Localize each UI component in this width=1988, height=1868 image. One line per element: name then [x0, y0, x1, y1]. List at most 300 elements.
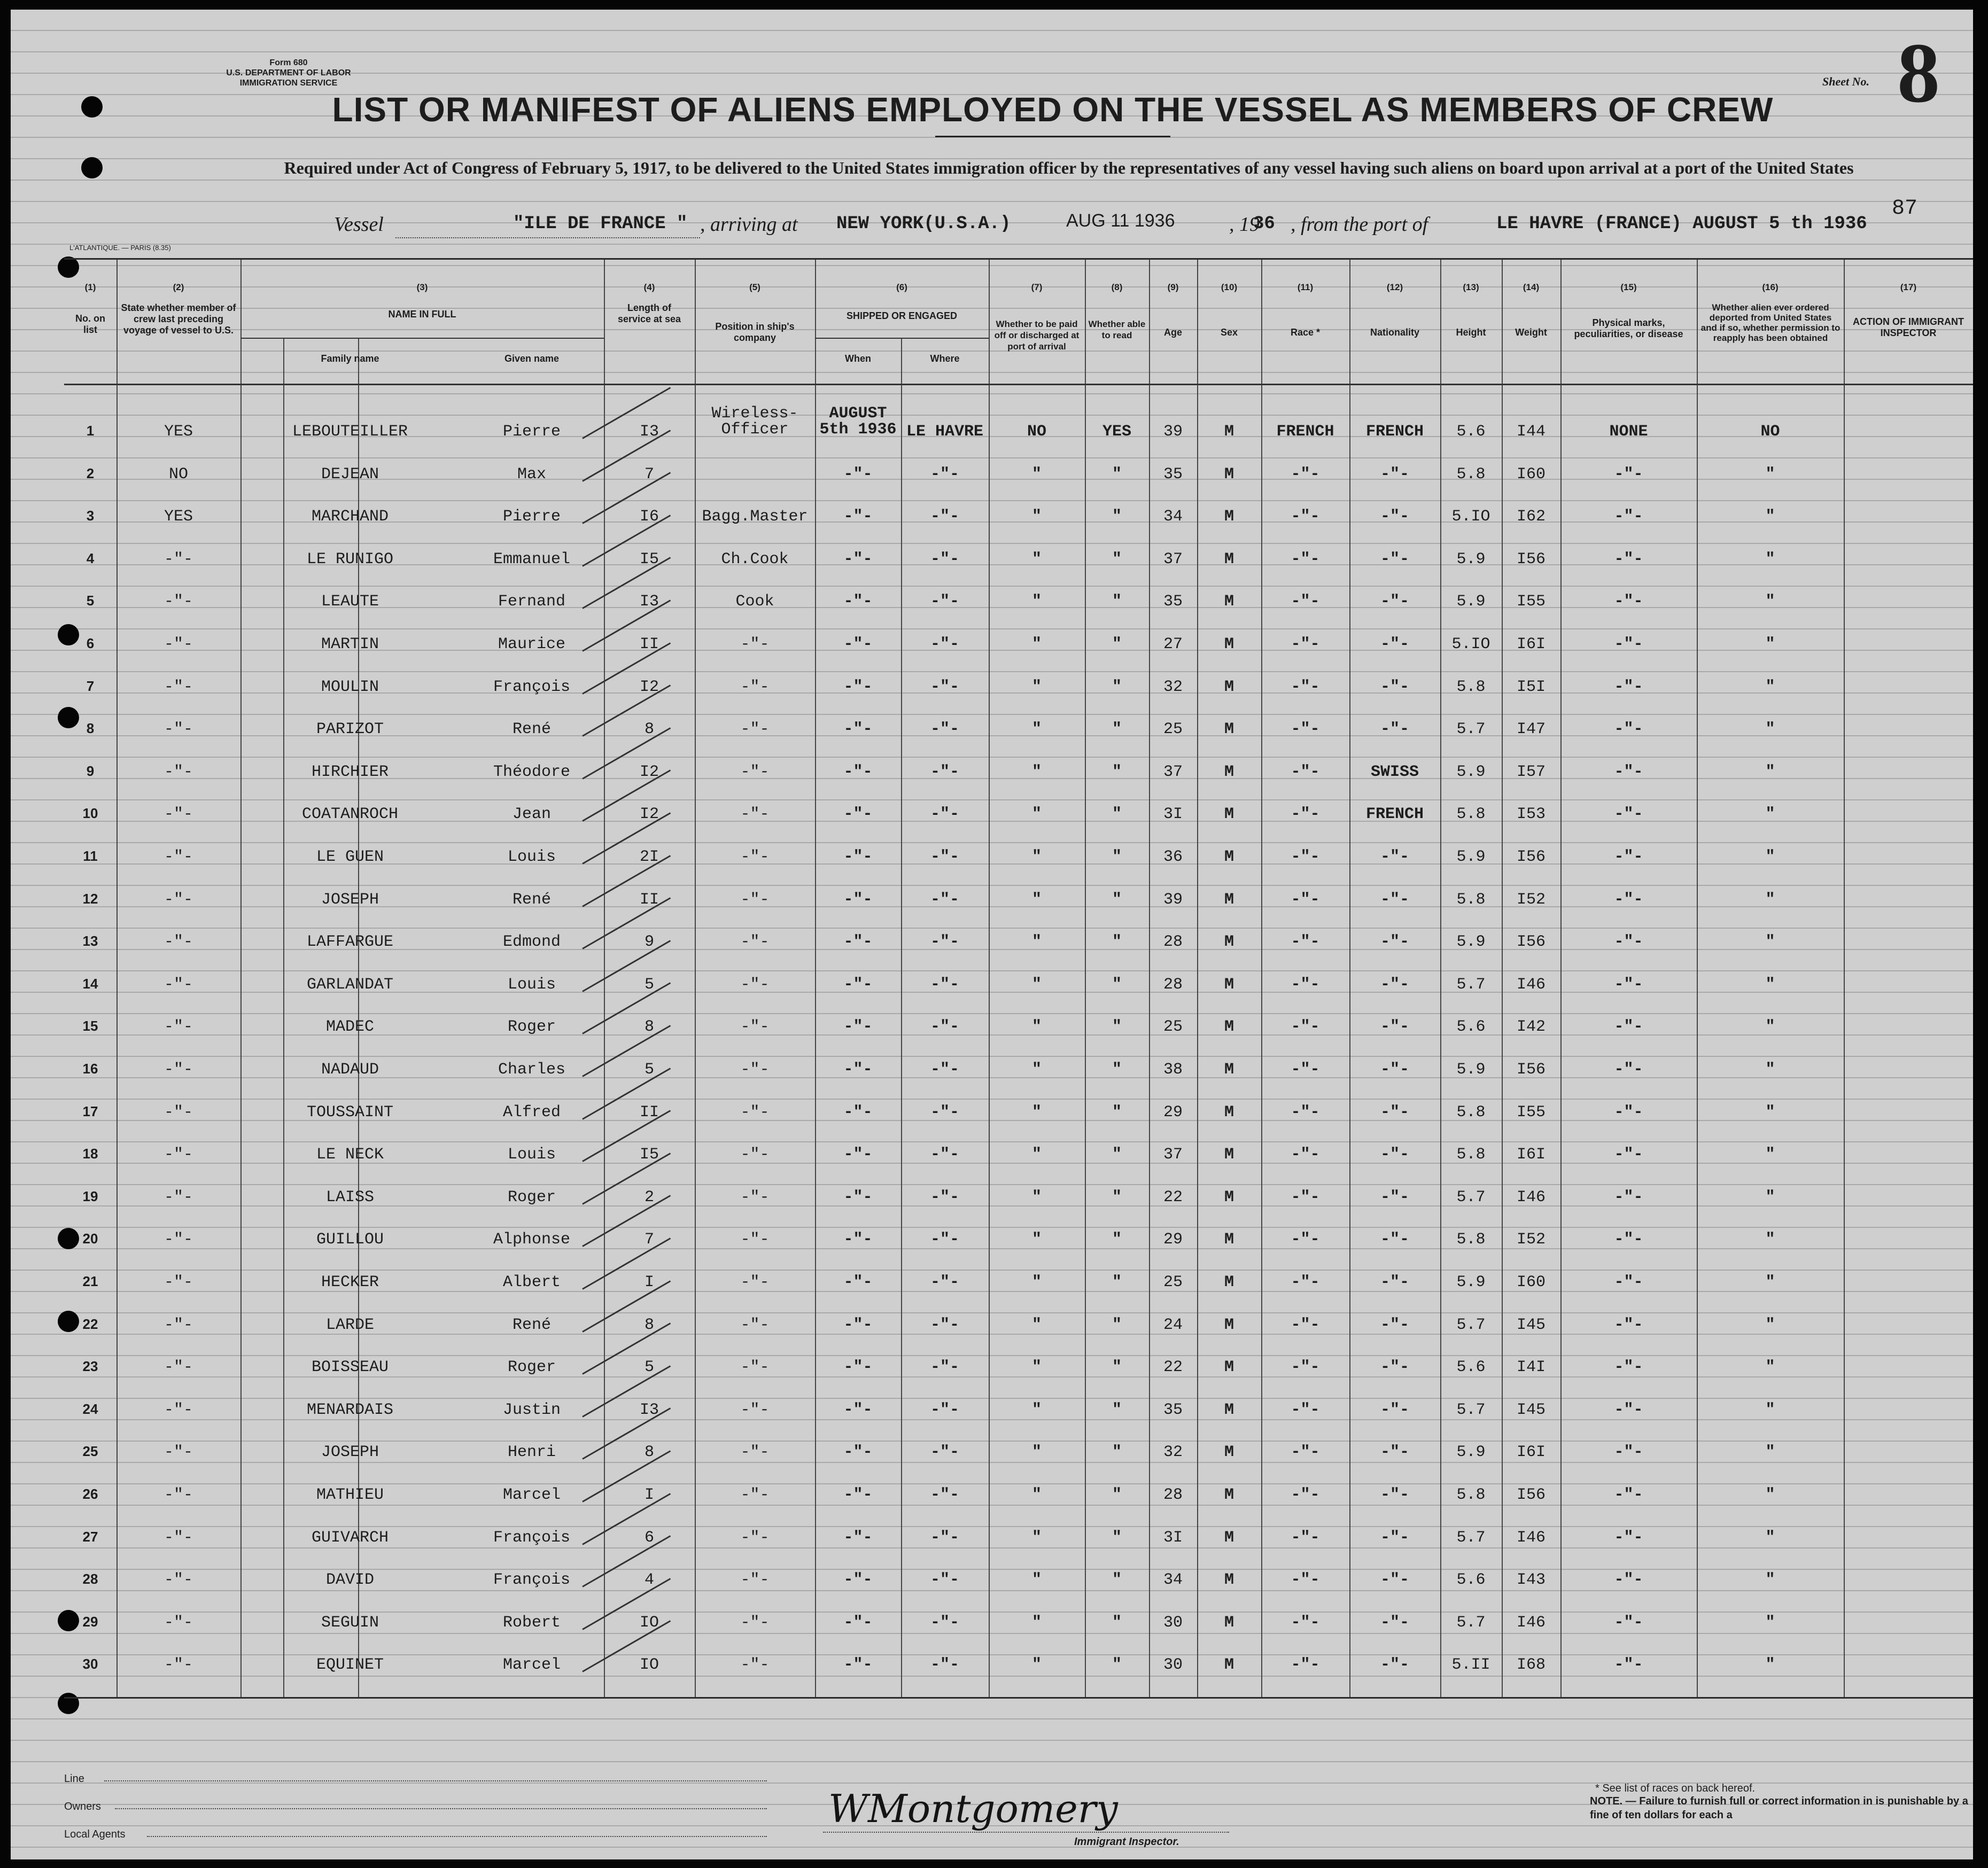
- position: -"-: [740, 805, 770, 824]
- service-length: 2: [644, 1188, 654, 1207]
- nationality: -"-: [1380, 1613, 1409, 1632]
- shipped-when: AUGUST 5th 1936: [819, 404, 897, 439]
- given-name: François: [493, 1528, 571, 1547]
- service-length: I2: [639, 805, 659, 824]
- shipped-when: -"-: [843, 1443, 873, 1462]
- physical-marks: -"-: [1614, 890, 1643, 909]
- owners-underline: [115, 1807, 767, 1809]
- deported: ": [1765, 890, 1775, 909]
- shipped-when: -"-: [843, 762, 873, 781]
- age: 35: [1163, 1400, 1183, 1419]
- height: 5.6: [1456, 1571, 1486, 1590]
- sex: M: [1224, 1061, 1234, 1079]
- weight: I47: [1516, 720, 1546, 739]
- crew-last-voyage: -"-: [164, 848, 193, 866]
- service-length: 8: [644, 1018, 654, 1037]
- race: -"-: [1291, 848, 1320, 866]
- paid-off: ": [1031, 890, 1042, 909]
- crew-last-voyage: -"-: [164, 593, 193, 611]
- service-length: 4: [644, 1571, 654, 1590]
- paid-off: ": [1031, 1273, 1042, 1291]
- service-length: I5: [639, 1146, 659, 1164]
- paid-off: ": [1031, 465, 1042, 484]
- shipped-when: -"-: [843, 508, 873, 526]
- crew-last-voyage: -"-: [164, 1316, 193, 1334]
- position: -"-: [740, 1613, 770, 1632]
- race: -"-: [1291, 1486, 1320, 1504]
- paid-off: ": [1031, 1400, 1042, 1419]
- service-length: 8: [644, 720, 654, 739]
- shipped-when: -"-: [843, 933, 873, 952]
- row-number: 2: [86, 465, 95, 481]
- age: 22: [1163, 1188, 1183, 1207]
- crew-last-voyage: -"-: [164, 720, 193, 739]
- position: -"-: [740, 1231, 770, 1249]
- height: 5.6: [1456, 1358, 1486, 1377]
- age: 28: [1163, 975, 1183, 994]
- row-number: 19: [82, 1188, 98, 1204]
- deported: ": [1765, 805, 1775, 824]
- physical-marks: -"-: [1614, 933, 1643, 952]
- deported: ": [1765, 635, 1775, 653]
- race-note: * See list of races on back hereof.: [1595, 1783, 1756, 1794]
- shipped-when: -"-: [843, 550, 873, 569]
- shipped-where: -"-: [930, 465, 959, 484]
- nationality: -"-: [1380, 1188, 1409, 1207]
- able-to-read: ": [1112, 1231, 1122, 1249]
- header-crew-last-voyage: State whether member of crew last preceding voyage of vessel to U.S.: [121, 302, 236, 336]
- service-length: IO: [639, 1656, 659, 1675]
- height: 5.7: [1456, 720, 1486, 739]
- position: -"-: [740, 1443, 770, 1462]
- family-name: MOULIN: [321, 678, 379, 696]
- position: -"-: [740, 1528, 770, 1547]
- position: -"-: [740, 1316, 770, 1334]
- race: -"-: [1291, 593, 1320, 611]
- header-where: Where: [930, 353, 960, 364]
- deported: ": [1765, 1613, 1775, 1632]
- service-length: 2I: [639, 848, 659, 866]
- shipped-when: -"-: [843, 1188, 873, 1207]
- shipped-when: -"-: [843, 975, 873, 994]
- race: -"-: [1291, 1443, 1320, 1462]
- age: 25: [1163, 1018, 1183, 1037]
- header-when: When: [845, 353, 871, 364]
- able-to-read: ": [1112, 1443, 1122, 1462]
- deported: ": [1765, 1146, 1775, 1164]
- shipped-when: -"-: [843, 1146, 873, 1164]
- paid-off: ": [1031, 720, 1042, 739]
- service-length: II: [639, 1103, 659, 1122]
- row-number: 6: [86, 635, 95, 651]
- weight: I46: [1516, 1188, 1546, 1207]
- weight: I68: [1516, 1656, 1546, 1675]
- weight: I56: [1516, 933, 1546, 952]
- given-name: Justin: [502, 1400, 561, 1419]
- able-to-read: ": [1112, 678, 1122, 696]
- service-length: II: [639, 635, 659, 653]
- sex: M: [1224, 848, 1234, 866]
- shipped-when: -"-: [843, 1528, 873, 1547]
- family-name: GARLANDAT: [306, 975, 394, 994]
- shipped-when: -"-: [843, 1486, 873, 1504]
- paid-off: ": [1031, 1443, 1042, 1462]
- crew-last-voyage: -"-: [164, 635, 193, 653]
- title-rule: [935, 136, 1170, 137]
- family-name: MATHIEU: [316, 1486, 384, 1504]
- sex: M: [1224, 1316, 1234, 1334]
- header-able-to-read: Whether able to read: [1088, 319, 1146, 340]
- crew-last-voyage: -"-: [164, 1358, 193, 1377]
- crew-last-voyage: -"-: [164, 1656, 193, 1675]
- height: 5.7: [1456, 1316, 1486, 1334]
- age: 22: [1163, 1358, 1183, 1377]
- weight: I42: [1516, 1018, 1546, 1037]
- row-number: 11: [83, 848, 98, 864]
- shipped-where: -"-: [930, 1443, 959, 1462]
- row-number: 8: [86, 720, 95, 737]
- deported: ": [1765, 720, 1775, 739]
- deported: ": [1765, 1656, 1775, 1675]
- sex: M: [1224, 933, 1234, 952]
- from-port: LE HAVRE (FRANCE) AUGUST 5 th 1936: [1496, 214, 1867, 234]
- able-to-read: ": [1112, 848, 1122, 866]
- family-name: LAFFARGUE: [306, 933, 394, 952]
- nationality: -"-: [1380, 890, 1409, 909]
- position: -"-: [740, 720, 770, 739]
- weight: I44: [1516, 423, 1546, 441]
- physical-marks: -"-: [1614, 678, 1643, 696]
- physical-marks: -"-: [1614, 720, 1643, 739]
- deported: ": [1765, 678, 1775, 696]
- height: 5.8: [1456, 1486, 1486, 1504]
- service-length: 5: [644, 1358, 654, 1377]
- row-number: 30: [82, 1656, 98, 1672]
- header-age: Age: [1163, 327, 1182, 338]
- family-name: NADAUD: [321, 1061, 379, 1079]
- given-name: Pierre: [502, 423, 561, 441]
- race: -"-: [1291, 1188, 1320, 1207]
- paid-off: ": [1031, 1231, 1042, 1249]
- paid-off: ": [1031, 550, 1042, 569]
- header-rule: [64, 384, 1973, 385]
- weight: I6I: [1516, 635, 1546, 653]
- able-to-read: ": [1112, 1656, 1122, 1675]
- able-to-read: ": [1112, 890, 1122, 909]
- agents-underline: [147, 1835, 767, 1837]
- physical-marks: -"-: [1614, 1486, 1643, 1504]
- sex: M: [1224, 1103, 1234, 1122]
- nationality: -"-: [1380, 1316, 1409, 1334]
- race: -"-: [1291, 1061, 1320, 1079]
- deported: ": [1765, 1400, 1775, 1419]
- crew-last-voyage: -"-: [164, 1613, 193, 1632]
- race: -"-: [1291, 1146, 1320, 1164]
- paid-off: ": [1031, 848, 1042, 866]
- shipped-when: -"-: [843, 1018, 873, 1037]
- weight: I46: [1516, 975, 1546, 994]
- service-length: I: [644, 1273, 654, 1291]
- race: -"-: [1291, 975, 1320, 994]
- crew-last-voyage: -"-: [164, 1400, 193, 1419]
- given-name: Edmond: [502, 933, 561, 952]
- able-to-read: ": [1112, 1188, 1122, 1207]
- able-to-read: ": [1112, 720, 1122, 739]
- department-name: U.S. DEPARTMENT OF LABOR: [226, 68, 351, 77]
- colnum-5: (5): [749, 282, 760, 292]
- header-weight: Weight: [1515, 327, 1547, 338]
- row-number: 21: [82, 1273, 98, 1289]
- row-number: 16: [82, 1061, 98, 1077]
- height: 5.7: [1456, 1613, 1486, 1632]
- header-rule: [815, 338, 989, 339]
- sex: M: [1224, 550, 1234, 569]
- family-name: LEBOUTEILLER: [292, 423, 408, 441]
- family-name: HECKER: [321, 1273, 379, 1291]
- race: -"-: [1291, 1656, 1320, 1675]
- nationality: -"-: [1380, 848, 1409, 866]
- able-to-read: ": [1112, 635, 1122, 653]
- shipped-where: -"-: [930, 1316, 959, 1334]
- physical-marks: -"-: [1614, 1443, 1643, 1462]
- page-number: 87: [1892, 197, 1918, 221]
- able-to-read: ": [1112, 1400, 1122, 1419]
- race: -"-: [1291, 1613, 1320, 1632]
- given-name: René: [512, 890, 551, 909]
- age: 34: [1163, 508, 1183, 526]
- physical-marks: -"-: [1614, 508, 1643, 526]
- row-number: 18: [82, 1146, 98, 1162]
- given-name: François: [493, 1571, 571, 1590]
- shipped-where: -"-: [930, 720, 959, 739]
- row-number: 20: [82, 1231, 98, 1247]
- punch-hole-top-1: [81, 96, 103, 118]
- position: -"-: [740, 1400, 770, 1419]
- nationality: -"-: [1380, 1146, 1409, 1164]
- paid-off: ": [1031, 1571, 1042, 1590]
- shipped-where: -"-: [930, 1486, 959, 1504]
- shipped-where: -"-: [930, 678, 959, 696]
- height: 5.8: [1456, 890, 1486, 909]
- nationality: -"-: [1380, 933, 1409, 952]
- printer-imprint: L'ATLANTIQUE. — PARIS (8.35): [69, 244, 171, 252]
- able-to-read: ": [1112, 1018, 1122, 1037]
- service-length: IO: [639, 1613, 659, 1632]
- row-number: 3: [86, 508, 95, 524]
- sex: M: [1224, 720, 1234, 739]
- deported: ": [1765, 465, 1775, 484]
- age: 36: [1163, 848, 1183, 866]
- crew-table: [64, 258, 1973, 1699]
- age: 39: [1163, 890, 1183, 909]
- age: 29: [1163, 1103, 1183, 1122]
- nationality: -"-: [1380, 975, 1409, 994]
- signature-underline: [823, 1831, 1229, 1833]
- nationality: -"-: [1380, 1443, 1409, 1462]
- weight: I6I: [1516, 1146, 1546, 1164]
- weight: I52: [1516, 1231, 1546, 1249]
- position: -"-: [740, 890, 770, 909]
- crew-last-voyage: -"-: [164, 933, 193, 952]
- crew-last-voyage: -"-: [164, 1061, 193, 1079]
- position: Wireless- Officer: [711, 404, 798, 439]
- deported: ": [1765, 508, 1775, 526]
- paid-off: ": [1031, 805, 1042, 824]
- shipped-where: -"-: [930, 1061, 959, 1079]
- crew-last-voyage: -"-: [164, 1571, 193, 1590]
- shipped-when: -"-: [843, 890, 873, 909]
- physical-marks: -"-: [1614, 550, 1643, 569]
- year-prefix: , 19: [1229, 213, 1260, 236]
- shipped-when: -"-: [843, 465, 873, 484]
- given-name: Louis: [507, 1146, 556, 1164]
- nationality: FRENCH: [1365, 805, 1424, 824]
- nationality: -"-: [1380, 508, 1409, 526]
- sex: M: [1224, 1528, 1234, 1547]
- race: -"-: [1291, 720, 1320, 739]
- header-shipped-engaged: SHIPPED OR ENGAGED: [846, 310, 958, 321]
- service-length: I: [644, 1486, 654, 1504]
- age: 32: [1163, 678, 1183, 696]
- service-length: I5: [639, 550, 659, 569]
- race: -"-: [1291, 933, 1320, 952]
- given-name: Roger: [507, 1188, 556, 1207]
- nationality: -"-: [1380, 593, 1409, 611]
- paid-off: ": [1031, 1188, 1042, 1207]
- crew-last-voyage: -"-: [164, 890, 193, 909]
- crew-last-voyage: YES: [164, 508, 193, 526]
- family-name: TOUSSAINT: [306, 1103, 394, 1122]
- given-name: Alfred: [502, 1103, 561, 1122]
- physical-marks: -"-: [1614, 1613, 1643, 1632]
- row-number: 27: [82, 1528, 98, 1545]
- physical-marks: -"-: [1614, 465, 1643, 484]
- shipped-where: LE HAVRE: [906, 423, 984, 441]
- physical-marks: NONE: [1609, 423, 1648, 441]
- deported: ": [1765, 1571, 1775, 1590]
- colnum-15: (15): [1620, 282, 1637, 292]
- sex: M: [1224, 1486, 1234, 1504]
- service-length: I3: [639, 593, 659, 611]
- shipped-when: -"-: [843, 1231, 873, 1249]
- form-block: [171, 58, 406, 88]
- position: -"-: [740, 635, 770, 653]
- family-name: MENARDAIS: [306, 1400, 394, 1419]
- family-name: EQUINET: [316, 1656, 384, 1675]
- weight: I52: [1516, 890, 1546, 909]
- nationality: -"-: [1380, 1571, 1409, 1590]
- paid-off: ": [1031, 1103, 1042, 1122]
- physical-marks: -"-: [1614, 762, 1643, 781]
- service-length: 8: [644, 1443, 654, 1462]
- height: 5.9: [1456, 1061, 1486, 1079]
- form-number: Form 680: [269, 58, 308, 67]
- sex: M: [1224, 1018, 1234, 1037]
- physical-marks: -"-: [1614, 1316, 1643, 1334]
- shipped-where: -"-: [930, 1273, 959, 1291]
- shipped-where: -"-: [930, 1103, 959, 1122]
- age: 25: [1163, 1273, 1183, 1291]
- deported: ": [1765, 550, 1775, 569]
- sex: M: [1224, 1146, 1234, 1164]
- family-name: LE RUNIGO: [306, 550, 394, 569]
- family-name: MARTIN: [321, 635, 379, 653]
- height: 5.8: [1456, 1146, 1486, 1164]
- paid-off: ": [1031, 593, 1042, 611]
- physical-marks: -"-: [1614, 805, 1643, 824]
- colnum-11: (11): [1297, 282, 1314, 292]
- header-no-on-list: No. on list: [75, 313, 105, 335]
- nationality: -"-: [1380, 1400, 1409, 1419]
- given-name: Emmanuel: [493, 550, 571, 569]
- able-to-read: ": [1112, 465, 1122, 484]
- position: -"-: [740, 762, 770, 781]
- colnum-6: (6): [896, 282, 907, 292]
- able-to-read: ": [1112, 550, 1122, 569]
- paid-off: ": [1031, 1613, 1042, 1632]
- crew-last-voyage: -"-: [164, 975, 193, 994]
- shipped-where: -"-: [930, 1231, 959, 1249]
- height: 5.7: [1456, 1188, 1486, 1207]
- nationality: -"-: [1380, 1273, 1409, 1291]
- weight: I46: [1516, 1528, 1546, 1547]
- shipped-where: -"-: [930, 975, 959, 994]
- service-length: 7: [644, 465, 654, 484]
- age: 29: [1163, 1231, 1183, 1249]
- height: 5.6: [1456, 1018, 1486, 1037]
- family-name: MADEC: [325, 1018, 374, 1037]
- position: -"-: [740, 1486, 770, 1504]
- row-number: 5: [86, 593, 95, 609]
- nationality: -"-: [1380, 720, 1409, 739]
- deported: ": [1765, 1486, 1775, 1504]
- row-number: 1: [86, 423, 95, 439]
- given-name: Max: [517, 465, 546, 484]
- given-name: Charles: [498, 1061, 566, 1079]
- service-length: 8: [644, 1316, 654, 1334]
- position: -"-: [740, 975, 770, 994]
- given-name: Fernand: [498, 593, 566, 611]
- header-race: Race *: [1290, 327, 1321, 338]
- header-name-in-full: NAME IN FULL: [388, 309, 456, 320]
- shipped-where: -"-: [930, 508, 959, 526]
- nationality: -"-: [1380, 1061, 1409, 1079]
- shipped-where: -"-: [930, 1018, 959, 1037]
- age: 32: [1163, 1443, 1183, 1462]
- crew-last-voyage: -"-: [164, 762, 193, 781]
- arriving-label: , arriving at: [700, 213, 798, 236]
- crew-last-voyage: -"-: [164, 1103, 193, 1122]
- age: 37: [1163, 550, 1183, 569]
- shipped-where: -"-: [930, 848, 959, 866]
- age: 28: [1163, 1486, 1183, 1504]
- paid-off: NO: [1027, 423, 1046, 441]
- age: 3I: [1163, 805, 1183, 824]
- deported: ": [1765, 1358, 1775, 1377]
- height: 5.IO: [1451, 635, 1490, 653]
- shipped-when: -"-: [843, 1061, 873, 1079]
- vessel-name: "ILE DE FRANCE ": [513, 214, 688, 234]
- nationality: -"-: [1380, 678, 1409, 696]
- race: -"-: [1291, 465, 1320, 484]
- paid-off: ": [1031, 1358, 1042, 1377]
- shipped-where: -"-: [930, 635, 959, 653]
- age: 25: [1163, 720, 1183, 739]
- race: -"-: [1291, 762, 1320, 781]
- height: 5.7: [1456, 1528, 1486, 1547]
- given-name: Louis: [507, 975, 556, 994]
- position: -"-: [740, 1571, 770, 1590]
